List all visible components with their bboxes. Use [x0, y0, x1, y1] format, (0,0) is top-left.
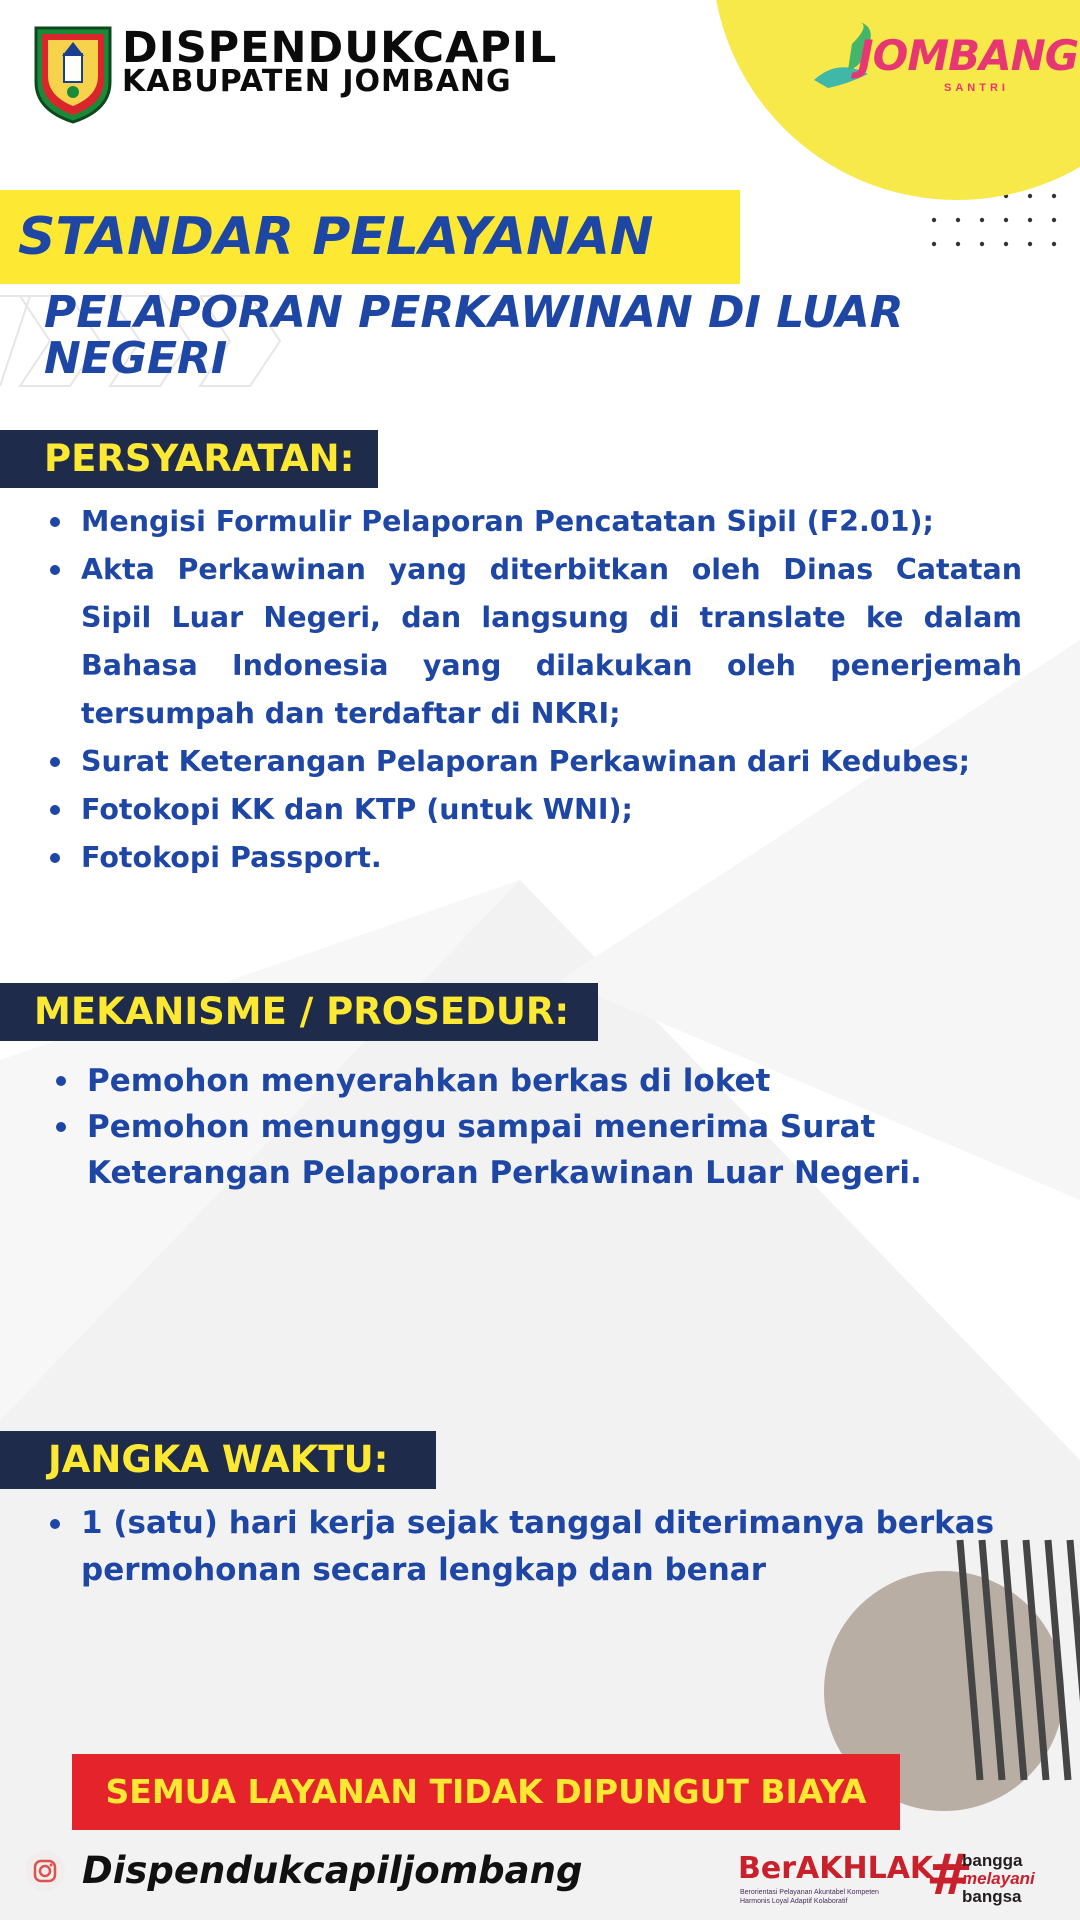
melayani-word: melayani [962, 1869, 1035, 1888]
procedure-heading: MEKANISME / PROSEDUR: [34, 990, 570, 1033]
berakhlak-tagline: Berorientasi Pelayanan Akuntabel Kompeten Harmonis Loyal Adaptif Kolaboratif [740, 1889, 879, 1905]
list-item: Mengisi Formulir Pelaporan Pencatatan Sipil (F2.01); [48, 498, 1022, 546]
list-item: Akta Perkawinan yang diterbitkan oleh Dinas Catatan Sipil Luar Negeri, dan langsung di translate ke dalam Bahasa Indonesia yang dilakukan oleh penerjemah tersumpah dan terdaftar di NKRI; [48, 546, 1022, 738]
jombang-logo-sub: SANTRI [944, 82, 1009, 94]
bangga-melayani-bangsa-logo [962, 1852, 1035, 1906]
list-item: Pemohon menyerahkan berkas di loket [54, 1058, 1014, 1104]
list-item: Surat Keterangan Pelaporan Perkawinan dari Kedubes; [48, 738, 1022, 786]
requirements-heading: PERSYARATAN: [44, 437, 355, 480]
org-name: DISPENDUKCAPIL [122, 23, 558, 73]
bangga-hash-symbol: # [926, 1843, 973, 1908]
page-title: STANDAR PELAYANAN [18, 207, 654, 267]
list-item: Fotokopi KK dan KTP (untuk WNI); [48, 786, 1022, 834]
service-title: PELAPORAN PERKAWINAN DI LUAR NEGERI [44, 287, 904, 384]
fee-notice: SEMUA LAYANAN TIDAK DIPUNGUT BIAYA [105, 1772, 867, 1811]
org-subtitle: KABUPATEN JOMBANG [122, 64, 512, 99]
jombang-logo-text: JOMBANG [858, 31, 1079, 80]
timeframe-heading: JANGKA WAKTU: [48, 1438, 389, 1481]
timeframe-list [48, 1500, 1008, 1594]
list-item: Fotokopi Passport. [48, 834, 1022, 882]
procedure-list [54, 1058, 1014, 1196]
instagram-handle[interactable]: Dispendukcapiljombang [82, 1849, 583, 1892]
bangsa-word: bangsa [962, 1887, 1022, 1906]
bangga-word: bangga [962, 1851, 1023, 1870]
list-item: Pemohon menunggu sampai menerima Surat Keterangan Pelaporan Perkawinan Luar Negeri. [54, 1104, 1014, 1196]
list-item: 1 (satu) hari kerja sejak tanggal diterimanya berkas permohonan secara lengkap dan benar [48, 1500, 1008, 1594]
instagram-icon[interactable] [24, 1850, 66, 1892]
berakhlak-logo: BerAKHLAK [738, 1851, 934, 1886]
requirements-list [48, 498, 1022, 882]
regency-emblem-icon [32, 24, 114, 124]
